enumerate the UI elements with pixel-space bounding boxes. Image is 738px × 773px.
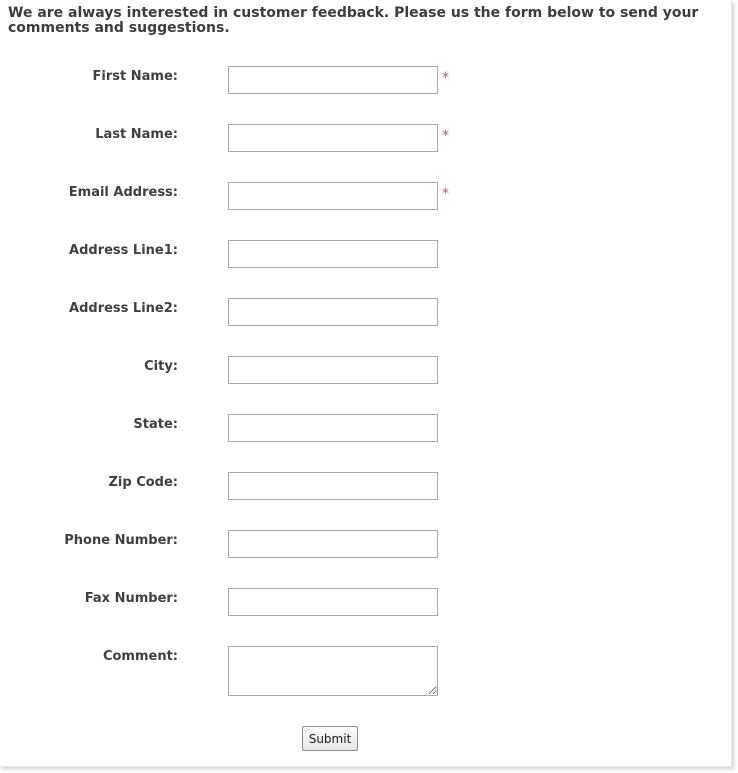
address-line2-label: Address Line2:: [69, 301, 178, 316]
phone-input[interactable]: [228, 530, 438, 558]
last-name-row: [0, 124, 731, 154]
comment-label: Comment:: [102, 649, 178, 664]
last-name-label: Last Name:: [95, 127, 178, 142]
comment-textarea[interactable]: [228, 646, 438, 696]
zip-code-label: Zip Code:: [108, 475, 178, 490]
last-name-input[interactable]: [228, 124, 438, 152]
submit-button[interactable]: Submit: [302, 726, 358, 751]
first-name-input[interactable]: [228, 66, 438, 94]
required-marker: *: [442, 186, 449, 202]
first-name-row: [0, 66, 731, 96]
first-name-label: First Name:: [92, 69, 178, 84]
city-label: City:: [144, 359, 178, 374]
address-line2-input[interactable]: [228, 298, 438, 326]
email-label: Email Address:: [68, 185, 178, 200]
email-row: [0, 182, 731, 212]
address-line2-row: [0, 298, 731, 328]
fax-row: [0, 588, 731, 618]
required-marker: *: [442, 70, 449, 86]
city-input[interactable]: [228, 356, 438, 384]
intro-text: We are always interested in customer feedback. Please us the form below to send your comments and suggestions.: [8, 5, 699, 36]
state-label: State:: [133, 417, 178, 432]
comment-row: [0, 646, 731, 698]
fax-input[interactable]: [228, 588, 438, 616]
zip-code-row: [0, 472, 731, 502]
address-line1-row: [0, 240, 731, 270]
state-input[interactable]: [228, 414, 438, 442]
required-marker: *: [442, 128, 449, 144]
phone-row: [0, 530, 731, 560]
zip-code-input[interactable]: [228, 472, 438, 500]
phone-label: Phone Number:: [64, 533, 178, 548]
fax-label: Fax Number:: [84, 591, 178, 606]
address-line1-input[interactable]: [228, 240, 438, 268]
address-line1-label: Address Line1:: [69, 243, 178, 258]
city-row: [0, 356, 731, 386]
state-row: [0, 414, 731, 444]
email-input[interactable]: [228, 182, 438, 210]
